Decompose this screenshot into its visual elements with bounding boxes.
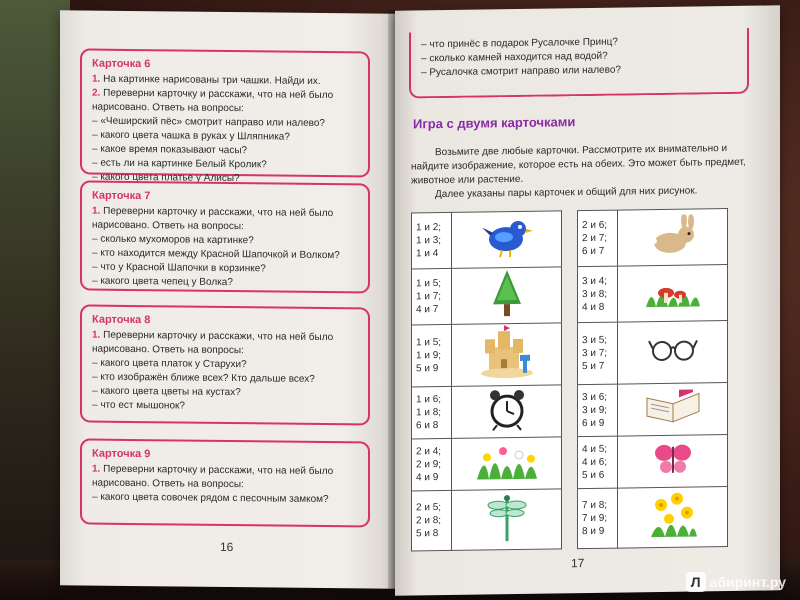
table-row [412,437,562,491]
pairs-table-left [411,210,562,551]
left-page [60,10,395,589]
butterfly-icon [618,435,728,489]
card-item: – какого цвета платье у Алисы? [92,171,240,185]
card-item: – что принёс в подарок Русалочке Принц? [421,36,618,51]
bird-icon [452,211,562,269]
sandcastle-icon [452,323,562,387]
card-6 [80,48,370,185]
card-item: – кто изображён ближе всех? Кто дальше всех? [92,371,315,385]
intro-paragraph: Далее указаны пары карточек и общий для них рисунок. [435,185,698,201]
card-title: Карточка 9 [92,447,151,461]
watermark [686,572,786,592]
pairs-cell: 1 и 2; 1 и 3; 1 и 4 [412,212,452,269]
card-item: – сколько камней находится над водой? [421,50,608,65]
rabbit-icon [618,209,728,267]
section-title: Игра с двумя карточками [413,114,576,132]
card-item: 1. На картинке нарисованы три чашки. Найди их. [92,73,321,87]
page-number: 17 [571,556,585,571]
flowers-grass-icon [452,437,562,491]
card-item: – есть ли на картинке Белый Кролик? [92,157,267,171]
table-row [578,435,728,489]
table-row [412,385,562,439]
pairs-cell: 2 и 5; 2 и 8; 5 и 8 [412,490,452,551]
pairs-table-right [577,208,728,549]
card-title: Карточка 6 [92,57,151,71]
watermark-text: абиринт.ру [709,574,786,590]
pairs-cell: 3 и 6; 3 и 9; 6 и 9 [578,384,618,437]
table-row [412,267,562,325]
tree-icon [452,267,562,325]
card-item: 1. Переверни карточку и расскажи, что на ней было нарисовано. Ответь на вопросы: [92,463,334,491]
card-title: Карточка 8 [92,313,151,327]
glasses-icon [618,321,728,385]
card-item: – сколько мухоморов на картинке? [92,233,254,247]
alarm-clock-icon [452,385,562,439]
card-item: 1. Переверни карточку и расскажи, что на ней было нарисовано. Ответь на вопросы: [92,205,334,233]
card-7 [80,180,370,293]
open-book-icon [618,383,728,437]
dragonfly-icon [452,489,562,551]
pairs-cell: 7 и 8; 7 и 9; 8 и 9 [578,488,618,549]
card-9 [80,438,370,527]
card-item: – какого цвета платок у Старухи? [92,357,247,371]
card-item: – что ест мышонок? [92,399,185,412]
labirint-logo: Л [686,572,706,592]
card-item: – какого цвета чепец у Волка? [92,275,233,289]
card-title: Карточка 7 [92,189,151,203]
table-row [578,209,728,267]
pairs-cell: 1 и 6; 1 и 8; 6 и 8 [412,386,452,439]
card-item: – какое время показывают часы? [92,143,248,157]
card-item: 1. Переверни карточку и расскажи, что на ней было нарисовано. Ответь на вопросы: [92,329,334,357]
card-item: – кто находится между Красной Шапочкой и Волком? [92,247,340,262]
pairs-cell: 2 и 4; 2 и 9; 4 и 9 [412,438,452,491]
pairs-cell: 1 и 5; 1 и 9; 5 и 9 [412,324,452,387]
pairs-cell: 4 и 5; 4 и 6; 5 и 6 [578,436,618,489]
table-row [578,487,728,549]
card-item: – что у Красной Шапочки в корзинке? [92,261,266,275]
pairs-cell: 3 и 4; 3 и 8; 4 и 8 [578,266,618,323]
pairs-cell: 2 и 6; 2 и 7; 6 и 7 [578,210,618,267]
pairs-cell: 3 и 5; 3 и 7; 5 и 7 [578,322,618,385]
card-item: – какого цвета цветы на кустах? [92,385,241,399]
mushrooms-icon [618,265,728,323]
card-continued [409,28,749,99]
page-number: 16 [220,539,234,555]
card-item: – «Чеширский пёс» смотрит направо или налево? [92,115,325,130]
table-row [412,211,562,269]
card-8 [80,304,370,425]
pairs-cell: 1 и 5; 1 и 7; 4 и 7 [412,268,452,325]
right-page [395,5,780,595]
table-row [412,489,562,551]
card-item: – какого цвета совочек рядом с песочным замком? [92,491,329,506]
table-row [578,321,728,385]
table-row [578,383,728,437]
table-row [412,323,562,387]
card-item: – какого цвета чашка в руках у Шляпника? [92,129,290,143]
card-item: – Русалочка смотрит направо или налево? [421,64,621,79]
intro-paragraph: Возьмите две любые карточки. Рассмотрите их внимательно и найдите изображение, которое есть на обеих. Это может быть предмет, животное или растение. [411,143,746,187]
intro-text [411,142,761,203]
yellow-flowers-icon [618,487,728,549]
card-item: 2. Переверни карточку и расскажи, что на ней было нарисовано. Ответь на вопросы: [92,87,334,115]
table-row [578,265,728,323]
